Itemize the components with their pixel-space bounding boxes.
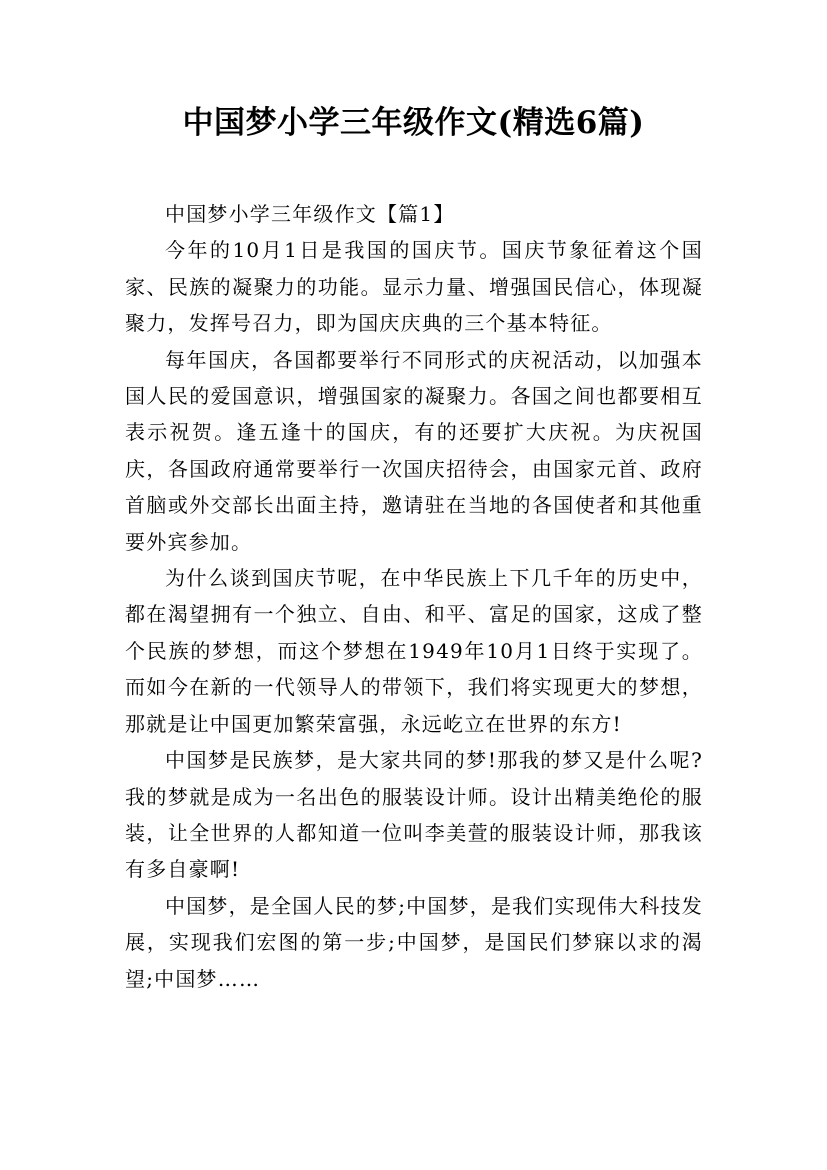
document-title: 中国梦小学三年级作文(精选6篇): [182, 105, 645, 141]
paragraph-1: 今年的10月1日是我国的国庆节。国庆节象征着这个国家、民族的凝聚力的功能。显示力量、增强国民信心，体现凝聚力，发挥号召力，即为国庆庆典的三个基本特征。: [125, 238, 703, 336]
paragraph-3: 为什么谈到国庆节呢，在中华民族上下几千年的历史中，都在渴望拥有一个独立、自由、和平、富足的国家，这成了整个民族的梦想，而这个梦想在1949年10月1日终于实现了。而如今在新的一代领导人的带领下，我们将实现更大的梦想，那就是让中国更加繁荣富强，永远屹立在世界的东方!: [125, 566, 703, 736]
document-body: [125, 196, 703, 997]
paragraph-5: 中国梦，是全国人民的梦;中国梦，是我们实现伟大科技发展，实现我们宏图的第一步;中国梦，是国民们梦寐以求的渴望;中国梦……: [125, 893, 703, 991]
paragraph-4: 中国梦是民族梦，是大家共同的梦!那我的梦又是什么呢?我的梦就是成为一名出色的服装设计师。设计出精美绝伦的服装，让全世界的人都知道一位叫李美萱的服装设计师，那我该有多自豪啊!: [125, 748, 703, 882]
paragraph-2: 每年国庆，各国都要举行不同形式的庆祝活动，以加强本国人民的爱国意识，增强国家的凝聚力。各国之间也都要相互表示祝贺。逢五逢十的国庆，有的还要扩大庆祝。为庆祝国庆，各国政府通常要举行一次国庆招待会，由国家元首、政府首脑或外交部长出面主持，邀请驻在当地的各国使者和其他重要外宾参加。: [125, 347, 703, 554]
section-heading: 中国梦小学三年级作文【篇1】: [165, 202, 455, 226]
